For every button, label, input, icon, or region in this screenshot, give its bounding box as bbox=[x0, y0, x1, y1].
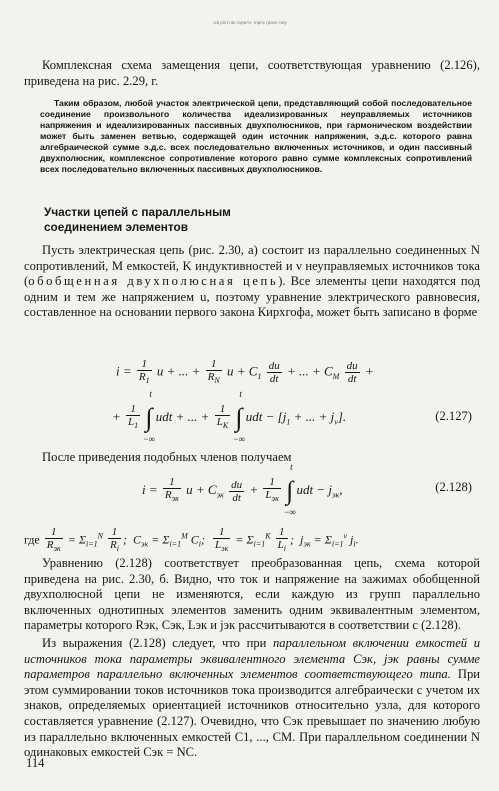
paragraph-reduce-text: После приведения подобных членов получаем bbox=[42, 450, 292, 464]
frac-du-dt-1: $\frac{du}{dt}$ bbox=[268, 360, 280, 386]
running-head: Ua pnrr.ntu cvpeAv Inpnc rpavv cnty bbox=[213, 20, 287, 25]
frac-1-rek: $\frac{1}{R_{эк}}$ bbox=[164, 476, 179, 504]
paragraph-setup bbox=[24, 243, 480, 321]
equation-2-128-number: (2.128) bbox=[435, 480, 472, 494]
equation-2-127-number: (2.127) bbox=[435, 409, 472, 423]
paragraph-setup-a: Пусть электрическая цепь (рис. 2.30, а) состоит из параллельно соединенных N сопротивлений, M емкостей, K индуктивностей и ν неуправляемых источников тока ( bbox=[24, 243, 480, 289]
integral-sign-3: ∫ t −∞ bbox=[284, 462, 296, 517]
paragraph-intro bbox=[24, 58, 480, 89]
paragraph-reduce bbox=[24, 450, 480, 466]
frac-du-dt-m: $\frac{du}{dt}$ bbox=[346, 360, 358, 386]
frac-where-rek: $\frac{1}{R_{эк}}$ bbox=[46, 526, 61, 554]
summary-block bbox=[40, 98, 472, 175]
frac-where-li: $\frac{1}{L_i}$ bbox=[277, 526, 286, 554]
paragraph-setup-text bbox=[24, 243, 480, 321]
frac-1-rn: $\frac{1}{R_N}$ bbox=[207, 358, 220, 386]
section-heading-line2: соединением элементов bbox=[44, 220, 188, 234]
frac-where-ri: $\frac{1}{R_i}$ bbox=[109, 526, 119, 554]
integral-sign-2: ∫ t −∞ bbox=[233, 389, 245, 444]
section-heading bbox=[44, 205, 499, 235]
frac-1-lek: $\frac{1}{L_{эк}}$ bbox=[265, 476, 279, 504]
summary-block-text: Таким образом, любой участок электрической цепи, представляющий собой последовательное соединение произвольного количества идеализированных неуправляемых источников напряжения и идеализированных пассивных двухполюсников, при гармоническом воздействии может быть заменен ветвью, содержащей один источник напряжения, э.д.с. которого равна алгебраической сумме э.д.с. всех последовательно включенных источников, и один пассивный двухполюсник, комплексное сопротивление которого равно сумме комплексных сопротивлений всех последовательно включенных пассивных двухполюсников. bbox=[40, 98, 472, 174]
equation-where-expr: где $\frac{1}{R_{эк}}$ = $\Sigma_{i=1}^N$ $\frac{1}{R_i}$ ; $C_{эк} = \Sigma_{i=1}^M$ $C_i$; $\frac{1}{L_{эк}}$ = $\Sigma_{i=1}^K$ $\frac{1}{L_i}$ ; $j_{эк} = \Sigma_{i=1}^\nu$ $j_i$. bbox=[24, 526, 359, 554]
paragraph-conclusion-text bbox=[24, 636, 480, 761]
page-number: 114 bbox=[26, 756, 45, 770]
equation-where-clause bbox=[24, 520, 480, 554]
equation-2-127-line1 bbox=[24, 352, 480, 392]
frac-1-l1: $\frac{1}{L_1}$ bbox=[128, 403, 139, 431]
paragraph-conclusion-b: При этом суммировании токов источников тока производится алгебраически с учетом их знаков, определяемых ориентацией источников относительно узла, для которого составляется уравнение (2.127). Очевидно, что Cэк превышает по значению любую из параллельно включенных емкостей C1, ..., CM. При параллельном соединении N одинаковых емкостей Cэк = NC. bbox=[24, 667, 480, 760]
paragraph-conclusion-italic: параллельном включении емкостей и источников тока параметры эквивалентного элемента Cэк, jэк равны сумме параметров параллельно включенных элементов соответствующего типа. bbox=[24, 636, 480, 682]
paragraph-setup-b: ). Все элементы цепи находятся под одним и тем же напряжением u, поэтому уравнение электрического равновесия, составленное на основании первого закона Кирхгофа, может быть записано в форме bbox=[24, 274, 480, 320]
frac-1-lk: $\frac{1}{L_K}$ bbox=[216, 403, 229, 431]
frac-du-dt-ek: $\frac{du}{dt}$ bbox=[231, 478, 243, 504]
equation-2-127-line2 bbox=[24, 389, 480, 444]
equation-2-128 bbox=[24, 462, 480, 517]
paragraph-transform-text: Уравнению (2.128) соответствует преобразованная цепь, схема которой приведена на рис. 2.30, б. Видно, что ток и напряжение на зажимах обобщенной двухполюсной цепи не изменяются, если каждую из групп параллельно включенных однотипных элементов заменить одним эквивалентным элементом, параметры которого Rэк, Cэк, Lэк и jэк рассчитываются в соответствии с (2.128). bbox=[24, 556, 480, 633]
paragraph-conclusion-a: Из выражения (2.128) следует, что при bbox=[42, 636, 273, 650]
paragraph-setup-spaced: обобщенная двухполюсная цепь bbox=[28, 274, 279, 289]
where-label: где bbox=[24, 532, 40, 547]
section-heading-line1: Участки цепей с параллельным bbox=[44, 205, 231, 219]
frac-1-r1: $\frac{1}{R_1}$ bbox=[138, 358, 150, 386]
paragraph-conclusion bbox=[24, 636, 480, 761]
integral-sign-1: ∫ t −∞ bbox=[143, 389, 155, 444]
equation-2-127-expr2: + $\frac{1}{L_1}$ ∫ t −∞ udt + ... + $\frac{1}{L_K}$ ∫ t −∞ udt − [$j_1$ + ... + $j_\nu$]. bbox=[112, 389, 347, 444]
paragraph-transform bbox=[24, 556, 480, 634]
paragraph-intro-text: Комплексная схема замещения цепи, соответствующая уравнению (2.126), приведена на рис. 2.29, г. bbox=[24, 58, 480, 88]
frac-where-lek: $\frac{1}{L_{эк}}$ bbox=[215, 526, 229, 554]
equation-2-128-expr: i = $\frac{1}{R_{эк}}$ $u + C_{эк}$ $\frac{du}{dt}$ + $\frac{1}{L_{эк}}$ ∫ t −∞ udt − $j_{эк}$, bbox=[142, 462, 343, 517]
equation-2-127-expr1: i = $\frac{1}{R_1}$ u + ... + $\frac{1}{R_N}$ $u + C_1$ $\frac{du}{dt}$ + ... + $C_M$ $\frac{du}{dt}$ + bbox=[116, 358, 374, 386]
